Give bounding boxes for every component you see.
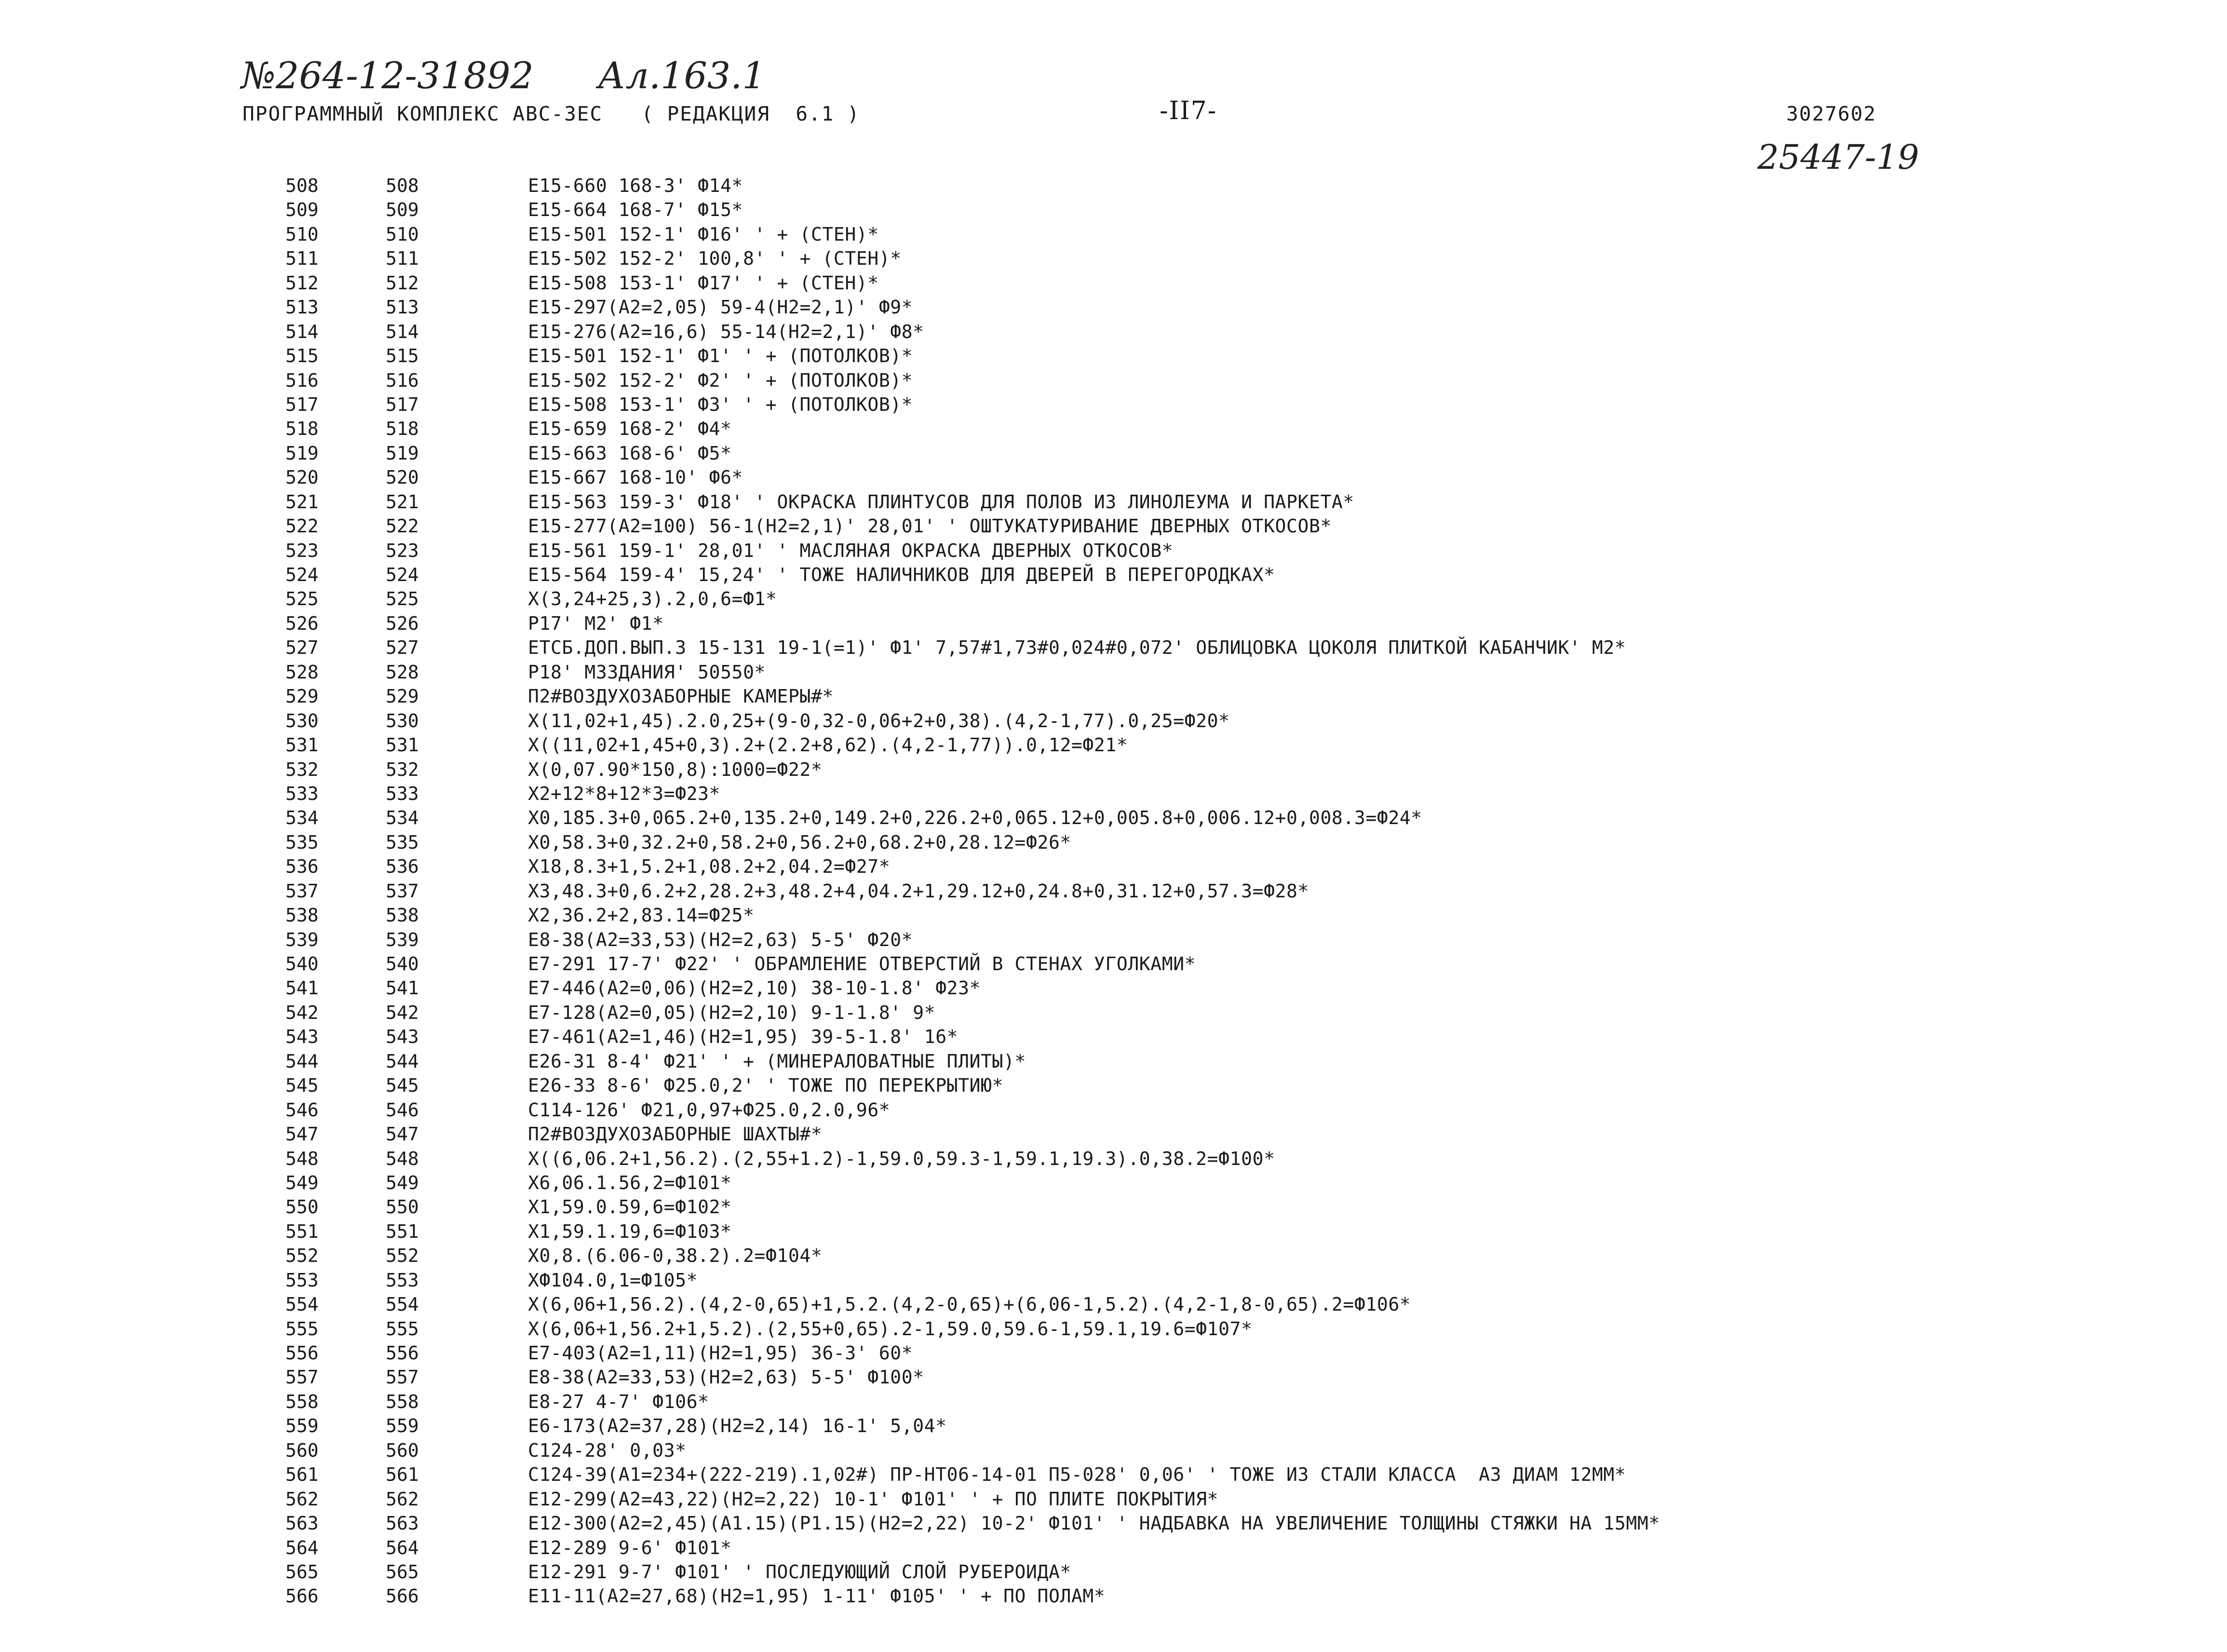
listing-row [0, 441, 2227, 465]
statement-text: Е15-297(А2=2,05) 59-4(Н2=2,1)' Ф9* [528, 297, 913, 318]
statement-number: 543 [386, 1026, 419, 1048]
line-number: 528 [285, 661, 319, 683]
statement-number: 538 [386, 905, 419, 926]
statement-number: 535 [386, 831, 419, 853]
line-number: 546 [285, 1099, 319, 1121]
statement-text: Х18,8.3+1,5.2+1,08.2+2,04.2=Ф27* [528, 856, 891, 878]
line-number: 514 [285, 321, 319, 342]
listing-row [0, 1584, 2227, 1608]
listing-row [0, 198, 2227, 222]
statement-number: 542 [386, 1002, 419, 1023]
statement-text: Е15-277(А2=100) 56-1(Н2=2,1)' 28,01' ' ОШТУКАТУРИВАНИЕ ДВЕРНЫХ ОТКОСОВ* [528, 515, 1332, 537]
statement-text: С114-126' Ф21,0,97+Ф25.0,2.0,96* [528, 1099, 891, 1121]
statement-text: Е15-564 159-4' 15,24' ' ТОЖЕ НАЛИЧНИКОВ ДЛЯ ДВЕРЕЙ В ПЕРЕГОРОДКАХ* [528, 564, 1275, 585]
line-number: 560 [285, 1439, 319, 1461]
listing-row [0, 465, 2227, 489]
statement-number: 510 [386, 223, 419, 245]
line-number: 523 [285, 540, 319, 561]
statement-text: Е7-461(А2=1,46)(Н2=1,95) 39-5-1.8' 16* [528, 1026, 958, 1048]
listing-row [0, 222, 2227, 246]
line-number: 529 [285, 686, 319, 707]
statement-text: ХФ104.0,1=Ф105* [528, 1269, 698, 1291]
statement-number: 508 [386, 175, 419, 196]
statement-text: Е15-659 168-2' Ф4* [528, 418, 732, 440]
statement-number: 557 [386, 1367, 419, 1388]
statement-text: Е15-508 153-1' Ф3' ' + (ПОТОЛКОВ)* [528, 393, 913, 415]
listing-row [0, 1268, 2227, 1292]
line-number: 536 [285, 856, 319, 878]
line-number: 516 [285, 369, 319, 391]
statement-number: 518 [386, 418, 419, 440]
listing-row [0, 1511, 2227, 1535]
line-number: 520 [285, 467, 319, 488]
line-number: 557 [285, 1367, 319, 1388]
statement-text: Е15-660 168-3' Ф14* [528, 175, 743, 196]
line-number: 562 [285, 1488, 319, 1510]
listing-row [0, 1414, 2227, 1438]
statement-number: 566 [386, 1585, 419, 1607]
statement-number: 547 [386, 1124, 419, 1145]
statement-text: Е12-299(А2=43,22)(Н2=2,22) 10-1' Ф101' ' + ПО ПЛИТЕ ПОКРЫТИЯ* [528, 1488, 1219, 1510]
line-number: 554 [285, 1294, 319, 1315]
statement-text: Х((11,02+1,45+0,3).2+(2.2+8,62).(4,2-1,77)).0,12=Ф21* [528, 734, 1128, 756]
listing-row [0, 976, 2227, 1000]
statement-number: 540 [386, 953, 419, 975]
statement-number: 550 [386, 1196, 419, 1218]
listing-row [0, 1292, 2227, 1316]
statement-text: Е11-11(А2=27,68)(Н2=1,95) 1-11' Ф105' ' + ПО ПОЛАМ* [528, 1585, 1106, 1607]
statement-number: 519 [386, 442, 419, 464]
listing-row [0, 806, 2227, 830]
listing-row [0, 539, 2227, 563]
page-number: -II7- [1160, 96, 1217, 125]
statement-text: Е15-501 152-1' Ф16' ' + (СТЕН)* [528, 223, 879, 245]
line-number: 527 [285, 637, 319, 659]
listing-row [0, 1219, 2227, 1244]
listing-row [0, 1171, 2227, 1195]
listing-row [0, 660, 2227, 684]
handwritten-inventory-number: 25447-19 [1757, 137, 1919, 177]
statement-text: Е12-291 9-7' Ф101' ' ПОСЛЕДУЮЩИЙ СЛОЙ РУБЕРОИДА* [528, 1561, 1071, 1583]
listing-row [0, 246, 2227, 271]
statement-text: Е26-33 8-6' Ф25.0,2' ' ТОЖЕ ПО ПЕРЕКРЫТИЮ* [528, 1075, 1004, 1097]
listing-row [0, 1560, 2227, 1584]
statement-text: ЕТСБ.ДОП.ВЫП.3 15-131 19-1(=1)' Ф1' 7,57#1,73#0,024#0,072' ОБЛИЦОВКА ЦОКОЛЯ ПЛИТКОЙ КАБАНЧИК' М2* [528, 637, 1626, 659]
listing-row [0, 928, 2227, 952]
program-title: ПРОГРАММНЫЙ КОМПЛЕКС АВС-3ЕС ( РЕДАКЦИЯ 6.1 ) [243, 102, 860, 125]
line-number: 513 [285, 297, 319, 318]
listing-row [0, 782, 2227, 806]
line-number: 538 [285, 905, 319, 926]
statement-number: 551 [386, 1220, 419, 1242]
listing-row [0, 636, 2227, 660]
line-number: 512 [285, 272, 319, 294]
statement-text: Е15-664 168-7' Ф15* [528, 199, 743, 221]
statement-number: 520 [386, 467, 419, 488]
statement-number: 528 [386, 661, 419, 683]
statement-number: 537 [386, 880, 419, 902]
statement-text: Е15-276(А2=16,6) 55-14(Н2=2,1)' Ф8* [528, 321, 924, 342]
line-number: 541 [285, 977, 319, 999]
listing-row [0, 295, 2227, 319]
statement-number: 517 [386, 393, 419, 415]
listing-row [0, 611, 2227, 636]
statement-text: Е12-300(А2=2,45)(А1.15)(Р1.15)(Н2=2,22) 10-2' Ф101' ' НАДБАВКА НА УВЕЛИЧЕНИЕ ТОЛЩИНЫ СТЯЖКИ НА 15ММ* [528, 1513, 1660, 1534]
statement-number: 548 [386, 1148, 419, 1169]
listing-row [0, 417, 2227, 441]
line-number: 544 [285, 1050, 319, 1072]
statement-text: Е12-289 9-6' Ф101* [528, 1537, 732, 1558]
statement-text: С124-39(А1=234+(222-219).1,02#) ПР-НТ06-14-01 П5-028' 0,06' ' ТОЖЕ ИЗ СТАЛИ КЛАССА А3 ДИАМ 12ММ* [528, 1464, 1626, 1486]
statement-text: Е26-31 8-4' Ф21' ' + (МИНЕРАЛОВАТНЫЕ ПЛИТЫ)* [528, 1050, 1026, 1072]
statement-number: 516 [386, 369, 419, 391]
line-number: 534 [285, 807, 319, 829]
statement-text: Е15-501 152-1' Ф1' ' + (ПОТОЛКОВ)* [528, 345, 913, 367]
listing-row [0, 320, 2227, 344]
line-number: 532 [285, 758, 319, 780]
listing-row [0, 830, 2227, 854]
statement-text: Е7-403(А2=1,11)(Н2=1,95) 36-3' 60* [528, 1342, 913, 1364]
listing-row [0, 514, 2227, 538]
line-number: 539 [285, 929, 319, 950]
statement-number: 522 [386, 515, 419, 537]
line-number: 522 [285, 515, 319, 537]
listing-row [0, 733, 2227, 757]
line-number: 508 [285, 175, 319, 196]
statement-number: 558 [386, 1391, 419, 1412]
listing-row [0, 1390, 2227, 1414]
line-number: 531 [285, 734, 319, 756]
statement-text: Х0,8.(6.06-0,38.2).2=Ф104* [528, 1245, 823, 1267]
line-number: 566 [285, 1585, 319, 1607]
listing-row [0, 854, 2227, 879]
statement-number: 549 [386, 1172, 419, 1193]
listing-row [0, 952, 2227, 976]
statement-number: 563 [386, 1513, 419, 1534]
listing-row [0, 709, 2227, 733]
line-number: 526 [285, 612, 319, 634]
statement-text: Р17' М2' Ф1* [528, 612, 664, 634]
listing-row [0, 1317, 2227, 1341]
statement-text: Х2+12*8+12*3=Ф23* [528, 783, 721, 804]
listing-row [0, 1536, 2227, 1560]
line-number: 552 [285, 1245, 319, 1267]
statement-number: 546 [386, 1099, 419, 1121]
statement-number: 530 [386, 710, 419, 731]
statement-number: 545 [386, 1075, 419, 1097]
statement-text: Х6,06.1.56,2=Ф101* [528, 1172, 732, 1193]
statement-number: 564 [386, 1537, 419, 1558]
line-number: 530 [285, 710, 319, 731]
statement-text: Е15-502 152-2' Ф2' ' + (ПОТОЛКОВ)* [528, 369, 913, 391]
listing-row [0, 903, 2227, 927]
statement-number: 552 [386, 1245, 419, 1267]
line-number: 558 [285, 1391, 319, 1412]
listing-row [0, 1025, 2227, 1049]
statement-text: Е15-561 159-1' 28,01' ' МАСЛЯНАЯ ОКРАСКА ДВЕРНЫХ ОТКОСОВ* [528, 540, 1174, 561]
statement-number: 544 [386, 1050, 419, 1072]
statement-number: 524 [386, 564, 419, 585]
listing-row [0, 490, 2227, 514]
statement-number: 509 [386, 199, 419, 221]
statement-text: Х0,185.3+0,065.2+0,135.2+0,149.2+0,226.2+0,065.12+0,005.8+0,006.12+0,008.3=Ф24* [528, 807, 1422, 829]
statement-text: П2#ВОЗДУХОЗАБОРНЫЕ КАМЕРЫ#* [528, 686, 834, 707]
statement-text: С124-28' 0,03* [528, 1439, 687, 1461]
statement-text: Х(6,06+1,56.2).(4,2-0,65)+1,5.2.(4,2-0,65)+(6,06-1,5.2).(4,2-1,8-0,65).2=Ф106* [528, 1294, 1411, 1315]
statement-text: Х3,48.3+0,6.2+2,28.2+3,48.2+4,04.2+1,29.12+0,24.8+0,31.12+0,57.3=Ф28* [528, 880, 1309, 902]
statement-number: 562 [386, 1488, 419, 1510]
listing-row [0, 1195, 2227, 1219]
statement-text: Е15-508 153-1' Ф17' ' + (СТЕН)* [528, 272, 879, 294]
line-number: 547 [285, 1124, 319, 1145]
handwritten-doc-number: №264-12-31892 [241, 54, 534, 97]
statement-number: 533 [386, 783, 419, 804]
line-number: 565 [285, 1561, 319, 1583]
line-number: 525 [285, 588, 319, 610]
document-code: 3027602 [1786, 102, 1876, 125]
listing-row [0, 684, 2227, 708]
statement-number: 527 [386, 637, 419, 659]
statement-number: 515 [386, 345, 419, 367]
statement-text: Е15-667 168-10' Ф6* [528, 467, 743, 488]
statement-number: 561 [386, 1464, 419, 1486]
line-number: 559 [285, 1415, 319, 1437]
statement-text: Х0,58.3+0,32.2+0,58.2+0,56.2+0,68.2+0,28.12=Ф26* [528, 831, 1071, 853]
code-listing [0, 174, 2227, 1609]
listing-row [0, 1001, 2227, 1025]
statement-text: Х((6,06.2+1,56.2).(2,55+1.2)-1,59.0,59.3-1,59.1,19.3).0,38.2=Ф100* [528, 1148, 1275, 1169]
listing-row [0, 393, 2227, 417]
statement-number: 536 [386, 856, 419, 878]
line-number: 515 [285, 345, 319, 367]
statement-text: Е6-173(А2=37,28)(Н2=2,14) 16-1' 5,04* [528, 1415, 947, 1437]
statement-number: 553 [386, 1269, 419, 1291]
statement-number: 565 [386, 1561, 419, 1583]
statement-number: 521 [386, 491, 419, 513]
statement-number: 532 [386, 758, 419, 780]
statement-text: Х(11,02+1,45).2.0,25+(9-0,32-0,06+2+0,38).(4,2-1,77).0,25=Ф20* [528, 710, 1230, 731]
statement-text: Е15-502 152-2' 100,8' ' + (СТЕН)* [528, 248, 902, 270]
line-number: 533 [285, 783, 319, 804]
listing-row [0, 879, 2227, 903]
line-number: 510 [285, 223, 319, 245]
statement-number: 539 [386, 929, 419, 950]
line-number: 561 [285, 1464, 319, 1486]
statement-number: 555 [386, 1318, 419, 1340]
line-number: 535 [285, 831, 319, 853]
listing-row [0, 563, 2227, 587]
statement-number: 541 [386, 977, 419, 999]
statement-number: 559 [386, 1415, 419, 1437]
listing-row [0, 1341, 2227, 1365]
statement-text: Е7-128(А2=0,05)(Н2=2,10) 9-1-1.8' 9* [528, 1002, 936, 1023]
line-number: 537 [285, 880, 319, 902]
statement-number: 523 [386, 540, 419, 561]
line-number: 551 [285, 1220, 319, 1242]
statement-text: Е8-27 4-7' Ф106* [528, 1391, 709, 1412]
line-number: 519 [285, 442, 319, 464]
listing-row [0, 758, 2227, 782]
line-number: 518 [285, 418, 319, 440]
line-number: 564 [285, 1537, 319, 1558]
statement-number: 560 [386, 1439, 419, 1461]
listing-row [0, 1098, 2227, 1122]
statement-number: 554 [386, 1294, 419, 1315]
statement-text: Е15-663 168-6' Ф5* [528, 442, 732, 464]
line-number: 511 [285, 248, 319, 270]
statement-number: 525 [386, 588, 419, 610]
statement-text: П2#ВОЗДУХОЗАБОРНЫЕ ШАХТЫ#* [528, 1124, 823, 1145]
statement-text: Х(6,06+1,56.2+1,5.2).(2,55+0,65).2-1,59.0,59.6-1,59.1,19.6=Ф107* [528, 1318, 1253, 1340]
statement-text: Е7-446(А2=0,06)(Н2=2,10) 38-10-1.8' Ф23* [528, 977, 981, 999]
line-number: 549 [285, 1172, 319, 1193]
statement-number: 529 [386, 686, 419, 707]
statement-number: 534 [386, 807, 419, 829]
statement-number: 526 [386, 612, 419, 634]
statement-text: Х1,59.0.59,6=Ф102* [528, 1196, 732, 1218]
line-number: 517 [285, 393, 319, 415]
statement-number: 556 [386, 1342, 419, 1364]
statement-text: Х1,59.1.19,6=Ф103* [528, 1220, 732, 1242]
line-number: 555 [285, 1318, 319, 1340]
listing-row [0, 1073, 2227, 1097]
line-number: 563 [285, 1513, 319, 1534]
listing-row [0, 174, 2227, 198]
line-number: 545 [285, 1075, 319, 1097]
statement-text: Е8-38(А2=33,53)(Н2=2,63) 5-5' Ф20* [528, 929, 913, 950]
line-number: 509 [285, 199, 319, 221]
listing-row [0, 587, 2227, 611]
statement-text: Х2,36.2+2,83.14=Ф25* [528, 905, 755, 926]
statement-text: Х(3,24+25,3).2,0,6=Ф1* [528, 588, 777, 610]
listing-row [0, 1487, 2227, 1511]
listing-row [0, 368, 2227, 393]
listing-row [0, 271, 2227, 295]
statement-number: 511 [386, 248, 419, 270]
listing-row [0, 1462, 2227, 1487]
listing-row [0, 1365, 2227, 1389]
listing-row [0, 1147, 2227, 1171]
listing-row [0, 1049, 2227, 1073]
statement-text: Е7-291 17-7' Ф22' ' ОБРАМЛЕНИЕ ОТВЕРСТИЙ В СТЕНАХ УГОЛКАМИ* [528, 953, 1196, 975]
line-number: 542 [285, 1002, 319, 1023]
line-number: 521 [285, 491, 319, 513]
line-number: 548 [285, 1148, 319, 1169]
listing-row [0, 1122, 2227, 1146]
line-number: 540 [285, 953, 319, 975]
statement-text: Х(0,07.90*150,8):1000=Ф22* [528, 758, 823, 780]
line-number: 550 [285, 1196, 319, 1218]
statement-text: Р18' М3ЗДАНИЯ' 50550* [528, 661, 766, 683]
statement-number: 512 [386, 272, 419, 294]
line-number: 553 [285, 1269, 319, 1291]
statement-text: Е8-38(А2=33,53)(Н2=2,63) 5-5' Ф100* [528, 1367, 924, 1388]
line-number: 543 [285, 1026, 319, 1048]
listing-row [0, 344, 2227, 368]
listing-row [0, 1438, 2227, 1462]
line-number: 524 [285, 564, 319, 585]
listing-row [0, 1244, 2227, 1268]
statement-number: 513 [386, 297, 419, 318]
statement-text: Е15-563 159-3' Ф18' ' ОКРАСКА ПЛИНТУСОВ ДЛЯ ПОЛОВ ИЗ ЛИНОЛЕУМА И ПАРКЕТА* [528, 491, 1354, 513]
statement-number: 514 [386, 321, 419, 342]
line-number: 556 [285, 1342, 319, 1364]
handwritten-album-number: Ал.163.1 [598, 54, 766, 97]
statement-number: 531 [386, 734, 419, 756]
